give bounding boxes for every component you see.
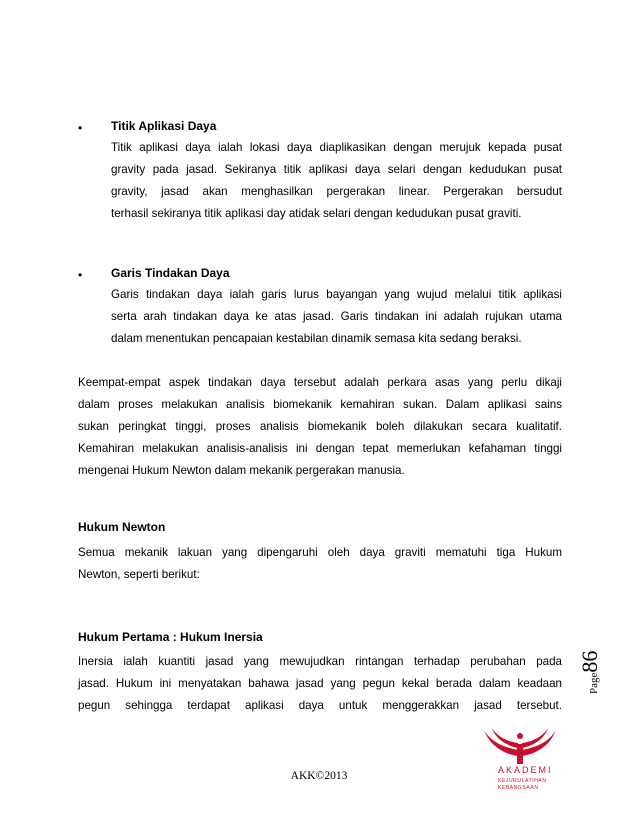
bullet-icon: • (78, 121, 83, 135)
paragraph-line: pegun sehingga terdapat aplikasi daya untuk menggerakkan jasad tersebut. (78, 699, 562, 712)
paragraph-line: Kemahiran melakukan analisis-analisis ini dengan tepat memerlukan kefahaman tinggi (78, 442, 562, 455)
heading-hukum-newton: Hukum Newton (78, 520, 166, 534)
akademi-logo (478, 722, 562, 794)
paragraph-line: sukan peringkat tinggi, proses analisis biomekanik boleh dilakukan secara kualitatif. (78, 420, 562, 433)
bullet-line: Garis tindakan daya ialah garis lurus bayangan yang wujud melalui titik aplikasi (111, 288, 562, 301)
bullet-line: gravity, jasad akan menghasilkan pergerakan linear. Pergerakan bersudut (111, 185, 562, 198)
logo-emblem-icon (484, 728, 556, 764)
page-word: Page (588, 672, 600, 694)
logo-sub1: KEJURULATIHAN (498, 778, 547, 784)
page-number: 86 (577, 650, 602, 673)
hukum-pertama-paragraph (78, 651, 562, 717)
bullet-icon: • (78, 268, 83, 282)
paragraph-line: Newton, seperti berikut: (78, 568, 200, 581)
bullet-title: Garis Tindakan Daya (111, 266, 230, 280)
bullet-line: dalam menentukan pencapaian kestabilan dinamik semasa kita sedang beraksi. (111, 332, 522, 345)
bullet-item-garis-tindakan (78, 264, 562, 350)
bullet-line: Titik aplikasi daya ialah lokasi daya diaplikasikan dengan merujuk kepada pusat (111, 141, 562, 154)
heading-hukum-pertama: Hukum Pertama : Hukum Inersia (78, 630, 263, 644)
paragraph-line: Semua mekanik lakuan yang dipengaruhi oleh daya graviti mematuhi tiga Hukum (78, 546, 562, 559)
bullet-line: terhasil sekiranya titik aplikasi day atidak selari dengan kedudukan pusat graviti. (111, 207, 522, 220)
paragraph-line: Keempat-empat aspek tindakan daya tersebut adalah perkara asas yang perlu dikaji (78, 376, 562, 389)
paragraph-line: jasad. Hukum ini menyatakan bahawa jasad yang pegun kekal berada dalam keadaan (78, 677, 562, 690)
paragraph-line: mengenai Hukum Newton dalam mekanik pergerakan manusia. (78, 464, 405, 477)
paragraph-line: Inersia ialah kuantiti jasad yang mewujudkan rintangan terhadap perubahan pada (78, 655, 562, 668)
bullet-line: gravity pada jasad. Sekiranya titik aplikasi daya selari dengan kedudukan pusat (111, 163, 562, 176)
logo-sub2: KEBANGSAAN (498, 785, 539, 791)
paragraph-line: dalam proses melakukan analisis biomekanik kemahiran sukan. Dalam aplikasi sains (78, 398, 562, 411)
bullet-line: serta arah tindakan daya ke atas jasad. Garis tindakan ini adalah rujukan utama (111, 310, 562, 323)
summary-paragraph (78, 372, 562, 482)
logo-name: AKADEMI (498, 765, 553, 775)
bullet-title: Titik Aplikasi Daya (111, 119, 217, 133)
hukum-newton-paragraph (78, 542, 562, 586)
page-number-label (577, 636, 635, 694)
footer-copyright: AKK©2013 (290, 770, 348, 782)
bullet-item-titik-aplikasi (78, 117, 562, 225)
